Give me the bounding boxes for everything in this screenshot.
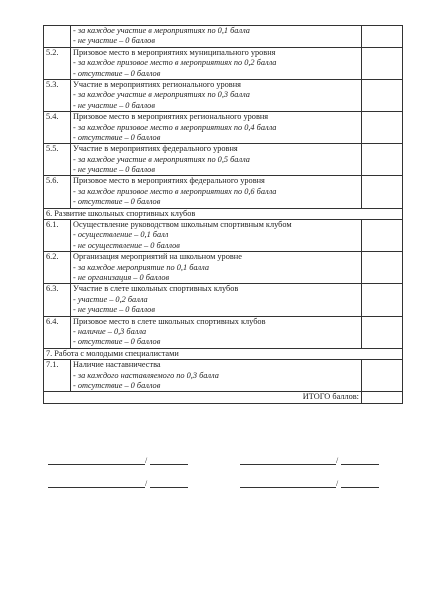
- criterion-row: [44, 79, 403, 111]
- slash-separator: /: [336, 456, 339, 465]
- criterion-number: [44, 26, 71, 48]
- total-row: [44, 392, 403, 403]
- scoring-rule-line: - не участие – 0 баллов: [73, 100, 155, 110]
- criterion-text: [71, 252, 362, 284]
- criterion-number: 5.2.: [44, 47, 71, 79]
- criterion-title: Призовое место в мероприятиях муниципального уровня: [73, 47, 276, 57]
- criterion-title: Организация мероприятий на школьном уровне: [73, 252, 242, 262]
- criterion-text: [71, 316, 362, 348]
- criterion-row: [44, 316, 403, 348]
- name-underline: [48, 487, 145, 488]
- scoring-rule-line: - отсутствие – 0 баллов: [73, 380, 161, 390]
- criterion-row: [44, 26, 403, 48]
- scoring-rule-line: - отсутствие – 0 баллов: [73, 132, 161, 142]
- criterion-text: [71, 112, 362, 144]
- scoring-rule-line: - отсутствие – 0 баллов: [73, 337, 161, 347]
- signature-underline: [150, 464, 188, 465]
- slash-separator: /: [145, 456, 148, 465]
- criterion-row: [44, 144, 403, 176]
- name-underline: [240, 487, 336, 488]
- criterion-title: Участие в мероприятиях федерального уровня: [73, 144, 238, 154]
- signature-line-right-1: [240, 455, 379, 467]
- scoring-rule-line: - за каждое мероприятие по 0,1 балла: [73, 262, 210, 272]
- criterion-text: [71, 284, 362, 316]
- scoring-rule-line: - за каждое призовое место в мероприятиях по 0,6 балла: [73, 186, 277, 196]
- criterion-title: Участие в слете школьных спортивных клубов: [73, 284, 239, 294]
- criterion-text: [71, 220, 362, 252]
- criterion-row: [44, 47, 403, 79]
- score-cell: [362, 112, 403, 144]
- scoring-rule-line: - не участие – 0 баллов: [73, 36, 155, 46]
- section-title: 6. Развитие школьных спортивных клубов: [44, 208, 403, 219]
- criterion-number: 5.5.: [44, 144, 71, 176]
- criterion-text: [71, 47, 362, 79]
- score-cell: [362, 144, 403, 176]
- criterion-number: 5.3.: [44, 79, 71, 111]
- criterion-row: [44, 176, 403, 208]
- scoring-rule-line: - наличие – 0,3 балла: [73, 326, 147, 336]
- criterion-number: 5.6.: [44, 176, 71, 208]
- criteria-table: [43, 25, 403, 404]
- scoring-rule-line: - отсутствие – 0 баллов: [73, 68, 161, 78]
- scoring-rule-line: - за каждое призовое место в мероприятиях по 0,4 балла: [73, 122, 277, 132]
- scoring-rule-line: - за каждое участие в мероприятиях по 0,5 балла: [73, 154, 250, 164]
- score-cell: [362, 79, 403, 111]
- name-underline: [48, 464, 145, 465]
- section-row: [44, 208, 403, 219]
- total-score-cell: [362, 392, 403, 403]
- criterion-row: [44, 252, 403, 284]
- scoring-rule-line: - за каждое призовое место в мероприятиях по 0,2 балла: [73, 58, 277, 68]
- scoring-rule-line: - отсутствие – 0 баллов: [73, 197, 161, 207]
- criterion-number: 7.1.: [44, 360, 71, 392]
- signature-underline: [341, 464, 379, 465]
- criterion-title: Призовое место в мероприятиях регионального уровня: [73, 112, 269, 122]
- criterion-text: [71, 26, 362, 48]
- name-underline: [240, 464, 336, 465]
- criterion-number: 6.1.: [44, 220, 71, 252]
- score-cell: [362, 284, 403, 316]
- criteria-table-body: [44, 26, 403, 404]
- criterion-number: 6.2.: [44, 252, 71, 284]
- slash-separator: /: [145, 479, 148, 488]
- criterion-text: [71, 79, 362, 111]
- signature-line-left-1: [48, 455, 188, 467]
- scoring-rule-line: - осуществление – 0,1 балл: [73, 230, 169, 240]
- score-cell: [362, 252, 403, 284]
- signature-line-right-2: [240, 478, 379, 490]
- criterion-title: Призовое место в мероприятиях федерального уровня: [73, 176, 265, 186]
- slash-separator: /: [336, 479, 339, 488]
- criterion-text: [71, 360, 362, 392]
- scoring-rule-line: - не организация – 0 баллов: [73, 273, 170, 282]
- score-cell: [362, 176, 403, 208]
- scoring-rule-line: - за каждое участие в мероприятиях по 0,1 балла: [73, 26, 250, 35]
- criterion-title: Призовое место в слете школьных спортивных клубов: [73, 316, 266, 326]
- scoring-rule-line: - не участие – 0 баллов: [73, 165, 155, 175]
- criterion-number: 5.4.: [44, 112, 71, 144]
- scoring-rule-line: - не осуществление – 0 баллов: [73, 240, 180, 250]
- criterion-text: [71, 176, 362, 208]
- scoring-rule-line: - за каждое участие в мероприятиях по 0,3 балла: [73, 90, 250, 100]
- criterion-text: [71, 144, 362, 176]
- criterion-row: [44, 360, 403, 392]
- criterion-title: Наличие наставничества: [73, 360, 161, 370]
- score-cell: [362, 316, 403, 348]
- criterion-title: Осуществление руководством школьным спортивным клубом: [73, 220, 292, 230]
- total-label: ИТОГО баллов:: [44, 392, 362, 403]
- signature-underline: [341, 487, 379, 488]
- signature-line-left-2: [48, 478, 188, 490]
- signature-underline: [150, 487, 188, 488]
- scoring-rule-line: - не участие – 0 баллов: [73, 305, 155, 315]
- score-cell: [362, 26, 403, 48]
- score-cell: [362, 220, 403, 252]
- section-title: 7. Работа с молодыми специалистами: [44, 348, 403, 359]
- score-cell: [362, 360, 403, 392]
- criterion-row: [44, 220, 403, 252]
- criterion-number: 6.4.: [44, 316, 71, 348]
- scoring-rule-line: - участие – 0,2 балла: [73, 294, 148, 304]
- criterion-number: 6.3.: [44, 284, 71, 316]
- score-cell: [362, 47, 403, 79]
- scoring-rule-line: - за каждого наставляемого по 0,3 балла: [73, 370, 219, 380]
- criterion-row: [44, 112, 403, 144]
- criterion-title: Участие в мероприятиях регионального уровня: [73, 79, 241, 89]
- section-row: [44, 348, 403, 359]
- criterion-row: [44, 284, 403, 316]
